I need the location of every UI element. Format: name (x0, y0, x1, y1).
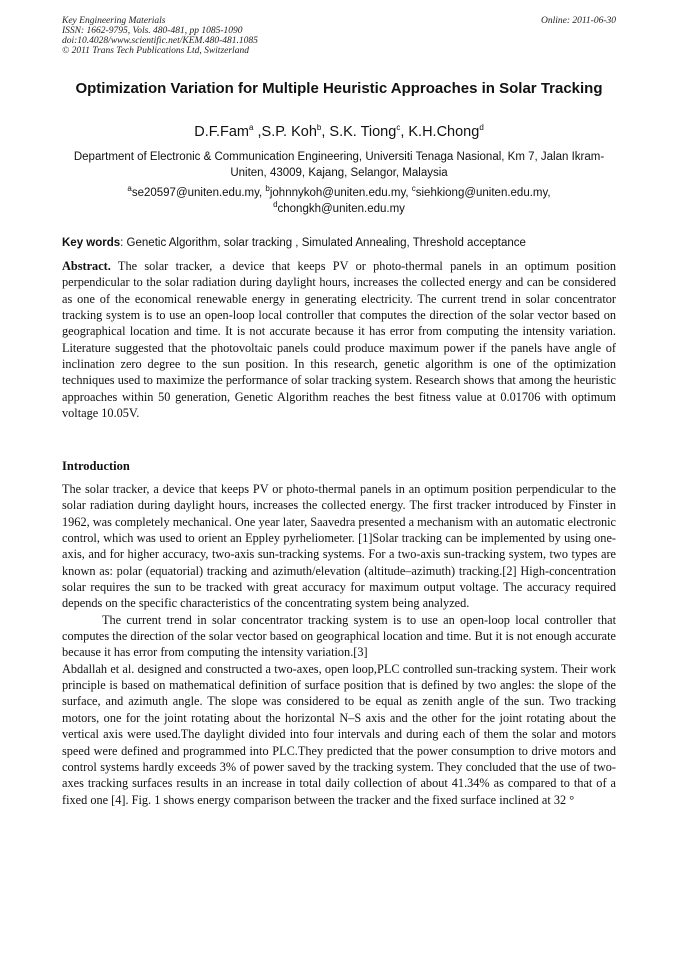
author: K.H.Chong$^d$ (408, 123, 484, 140)
introduction-heading: Introduction (62, 459, 130, 473)
journal-name: Key Engineering Materials (62, 16, 166, 26)
author-list (62, 123, 616, 141)
keywords-text: : Genetic Algorithm, solar tracking , Simulated Annealing, Threshold acceptance (120, 237, 526, 249)
email-entry: $^c$siehkiong@uniten.edu.my, (411, 184, 551, 199)
keywords-label: Key words (62, 237, 121, 249)
intro-paragraph: The solar tracker, a device that keeps PV or photo-thermal panels in an optimum position perpendicular to the solar radiation during daylight hours, increases the collected energy. The first tracker introduced by Finster in 1962, was completely mechanical. One year later, Saavedra presented a mechanism with an automatic electronic control, which was used to orient an Eppley pyrheliometer. [1]Solar tracking can be implemented by using one-axis, and for higher accuracy, two-axis sun-tracking systems. For a two-axis sun-tracking system, two types are known as: polar (equatorial) tracking and azimuth/elevation (altitude–azimuth) tracking.[2] High-concentration solar requires the sun to be tracked with great accuracy for maximum output voltage. The accuracy required depends on the specific characteristics of the concentrating system being analyzed. (62, 482, 616, 611)
email-entry: $^d$chongkh@uniten.edu.my (273, 200, 405, 215)
author: S.P. Koh$^b$, (261, 123, 330, 140)
introduction-body (62, 481, 616, 808)
copyright-line: © 2011 Trans Tech Publications Ltd, Switzerland (62, 46, 249, 56)
issn-line: ISSN: 1662-9795, Vols. 480-481, pp 1085-1090 (62, 26, 243, 36)
keywords (62, 236, 616, 251)
doi-line: doi:10.4028/www.scientific.net/KEM.480-481.1085 (62, 36, 258, 46)
abstract-label: Abstract. (62, 259, 111, 273)
author: D.F.Fam$^a$ , (194, 123, 262, 140)
abstract-text: The solar tracker, a device that keeps PV or photo-thermal panels in an optimum position perpendicular to the solar radiation during daylight hours, increases the collected energy and can be considered as one of the economical renewable energy in generating electricity. The current trend in solar concentrator tracking system is to use an open-loop local controller that computes the direction of the solar vector based on geographical location and time. It is not accurate because it has error from computing the intensity variation. Literature suggested that the photovoltaic panels could produce maximum power if the panels have angle of inclination zero degree to the sun position. In this research, genetic algorithm is one of the optimization techniques used to maximize the performance of solar tracking system. Research shows that among the heuristic approaches within 50 generation, Genetic Algorithm reaches the best fitness value at 0.01706 with optimum voltage 10.05V. (62, 259, 616, 421)
email-list (62, 185, 616, 217)
abstract (62, 258, 616, 421)
email-entry: $^a$se20597@uniten.edu.my, (127, 184, 266, 199)
paper-title: Optimization Variation for Multiple Heuristic Approaches in Solar Tracking (75, 80, 603, 97)
email-entry: $^b$johnnykoh@uniten.edu.my, (265, 184, 412, 199)
intro-paragraph: The current trend in solar concentrator tracking system is to use an open-loop local controller that computes the direction of the solar vector based on geographical location and time. But it is not enough accurate because it has error from computing the intensity variation.[3] (62, 612, 616, 660)
intro-paragraph: Abdallah et al. designed and constructed a two-axes, open loop,PLC controlled sun-tracking system. Their work principle is based on mathematical definition of surface position that is defined by two angles: the slope of the surface, and azimuth angle. The slope was considered to be equal as zenith angle of the sun. Two tracking motors, one for the joint rotating about the horizontal N–S axis and the other for the joint rotating about the vertical axis were used.The daylight divided into four intervals and during each of them the solar and motors speed were defined and programmed into PLC.They predicted that the power consumption to drive motors and control systems hardly exceeds 3% of power saved by the tracking system. They concluded that the use of two-axes tracking surfaces results in an increase in total daily collection of about 41.34% as compared to that of a fixed one [4]. Fig. 1 shows energy comparison between the tracker and the fixed surface inclined at 32 ° (62, 661, 616, 807)
journal-header (62, 16, 258, 56)
affiliation: Department of Electronic & Communication Engineering, Universiti Tenaga Nasional, Km 7, Jalan Ikram-Uniten, 43009, Kajang, Selangor, Malaysia (73, 151, 605, 179)
online-date: Online: 2011-06-30 (540, 16, 616, 26)
author: S.K. Tiong$^c$, (329, 123, 409, 140)
